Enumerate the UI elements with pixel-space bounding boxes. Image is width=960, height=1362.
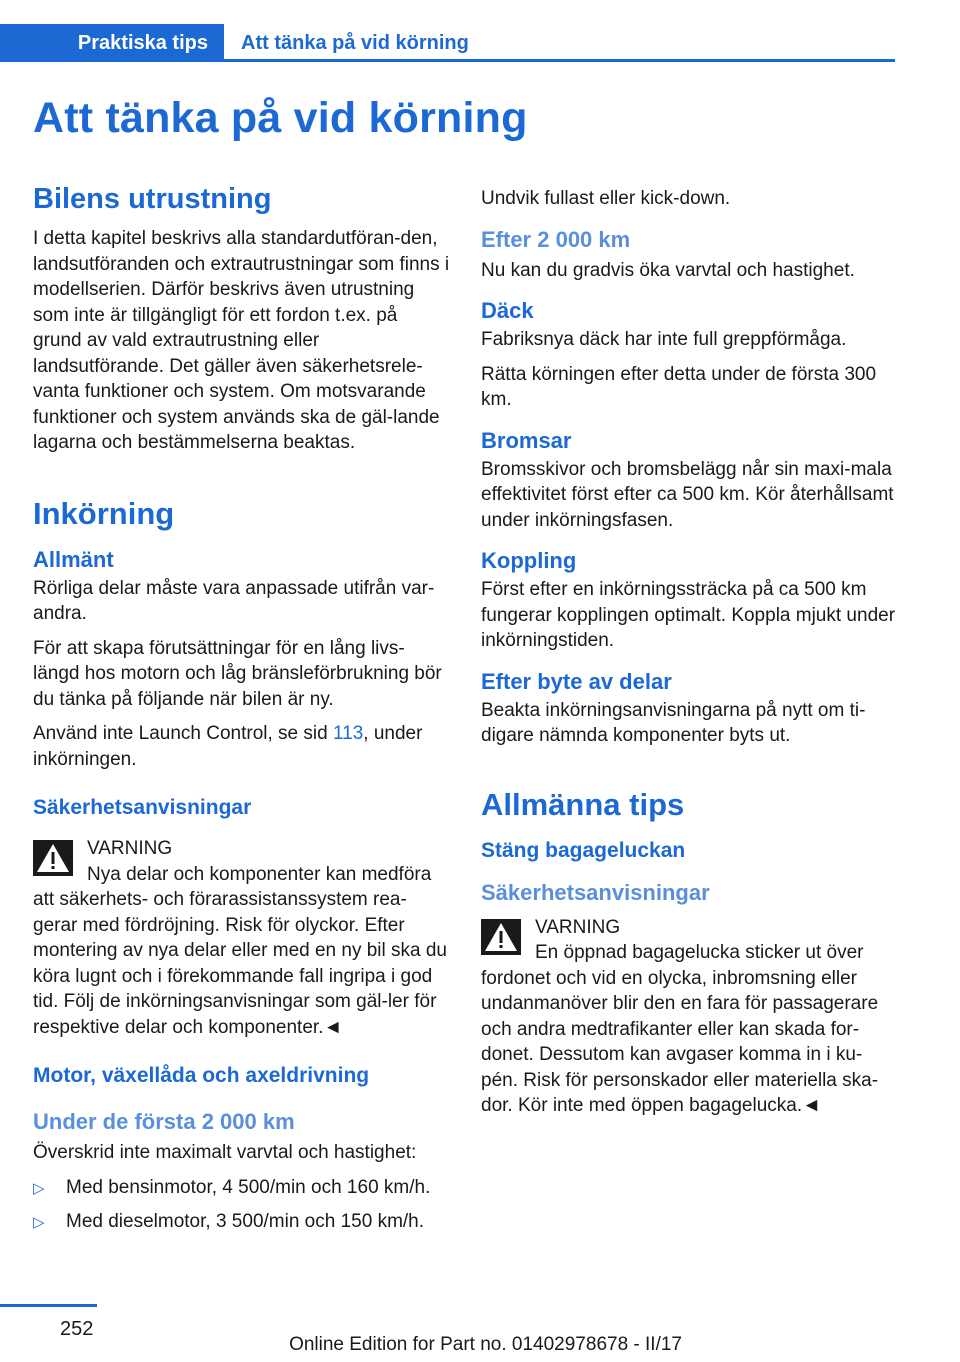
launch-control-text-end: , under inkörningen. [33, 723, 423, 770]
paragraph-undvik: Undvik fullast eller kick-down. [481, 188, 731, 209]
header-divider [224, 59, 895, 62]
heading-sakerhetsanvisningar: Säkerhetsanvisningar [33, 796, 252, 819]
breadcrumb[interactable]: Att tänka på vid körning [241, 31, 469, 54]
left-column [33, 182, 451, 1244]
paragraph-dack-1: Fabriksnya däck har inte full greppförmåga. [481, 329, 847, 350]
page-link-113[interactable]: 113 [332, 723, 364, 744]
paragraph-allmant-3 [33, 721, 451, 772]
bullet-triangle-icon: ▷ [33, 1214, 45, 1231]
right-column [481, 186, 899, 1128]
paragraph-efter-byte: Beakta inkörningsanvisningarna på nytt om ti-digare nämnda komponenter byts ut. [481, 699, 866, 746]
heading-bilens-utrustning: Bilens utrustning [33, 183, 272, 215]
bullet-triangle-icon: ▷ [33, 1179, 45, 1197]
heading-allmanna-tips: Allmänna tips [481, 786, 685, 822]
list-item: ▷ Med dieselmotor, 3 500/min och 150 km/h. [33, 1209, 451, 1235]
footer-divider [0, 1304, 97, 1307]
page-number: 252 [60, 1318, 94, 1340]
warning-triangle-icon [33, 840, 73, 876]
heading-efter-2000: Efter 2 000 km [481, 226, 631, 252]
heading-dack: Däck [481, 298, 534, 323]
section-tab[interactable] [0, 24, 224, 62]
heading-allmant: Allmänt [33, 546, 114, 572]
heading-inkorning: Inkörning [33, 495, 175, 531]
paragraph-efter-2000: Nu kan du gradvis öka varvtal och hastighet. [481, 259, 855, 281]
heading-under-2000: Under de första 2 000 km [33, 1109, 295, 1134]
heading-motor: Motor, växellåda och axeldrivning [33, 1064, 370, 1087]
warning-label: VARNING [535, 916, 621, 938]
speed-limit-list [33, 1175, 451, 1235]
paragraph-allmant-1: Rörliga delar måste vara anpassade utifrån var-andra. [33, 577, 435, 624]
paragraph-dack-2: Rätta körningen efter detta under de första 300 km. [481, 363, 877, 410]
warning-box [481, 915, 899, 1119]
section-label: Praktiska tips [77, 31, 208, 54]
edition-label: Online Edition for Part no. 01402978678 - II/17 [289, 1334, 682, 1355]
warning-label: VARNING [87, 838, 173, 859]
page-header [0, 24, 895, 62]
paragraph-bromsar: Bromsskivor och bromsbelägg når sin maxi-mala effektivitet först efter ca 500 km. Kör återhållsamt under inkörningsfasen. [481, 458, 894, 531]
heading-bromsar: Bromsar [481, 427, 572, 453]
paragraph-under-2000: Överskrid inte maximalt varvtal och hastighet: [33, 1142, 417, 1163]
warning-triangle-icon [481, 919, 521, 955]
page-title: Att tänka på vid körning [33, 94, 528, 142]
heading-stang-bagageluckan: Stäng bagageluckan [481, 838, 686, 862]
warning-box [33, 836, 451, 1040]
launch-control-text: Använd inte Launch Control, se sid [33, 723, 333, 744]
warning-text: En öppnad bagagelucka sticker ut över fordonet och vid en olycka, inbromsning eller undanmanöver blir den en fara för passagerare och andra medtrafikanter eller kan skada for-donet. Dessutom kan avgaser komma in i ku-pén. Risk för personskador eller materiella ska-dor. Kör inte med öppen bagagelucka.◄ [481, 942, 879, 1116]
paragraph-bilens-utrustning: I detta kapitel beskrivs alla standardutföran-den, landsutföranden och extrautrustningar som finns i modellserien. Därför beskrivs även utrustning som inte är tillgängligt för ett fordon t.ex. på grund av vald extrautrustning eller landsutförande. Det gäller även säkerhetsrele-vanta funktioner och system. Om motsvarande funktioner och system används ska de gäl-lande lagarna och bestämmelserna beaktas. [33, 228, 450, 453]
list-item: ▷ Med bensinmotor, 4 500/min och 160 km/h. [33, 1175, 451, 1201]
paragraph-allmant-2: För att skapa förutsättningar för en lång livs-längd hos motorn och låg bränsleförbrukning bör du tänka på följande när bilen är ny. [33, 637, 442, 710]
heading-koppling: Koppling [481, 548, 577, 573]
warning-text: Nya delar och komponenter kan medföra att säkerhets- och förarassistanssystem rea-gerar med fördröjning. Risk för olyckor. Efter montering av nya delar eller med en ny bil ska du köra lugnt och i förekommande fall ingripa i god tid. Följ de inkörningsanvisningar som gäl-ler för respektive delar och komponenter.◄ [33, 863, 448, 1038]
heading-sakerhetsanvisningar-2: Säkerhetsanvisningar [481, 879, 710, 905]
heading-efter-byte: Efter byte av delar [481, 668, 672, 694]
paragraph-koppling: Först efter en inkörningssträcka på ca 500 km fungerar kopplingen optimalt. Koppla mjukt under inkörningstiden. [481, 579, 896, 651]
